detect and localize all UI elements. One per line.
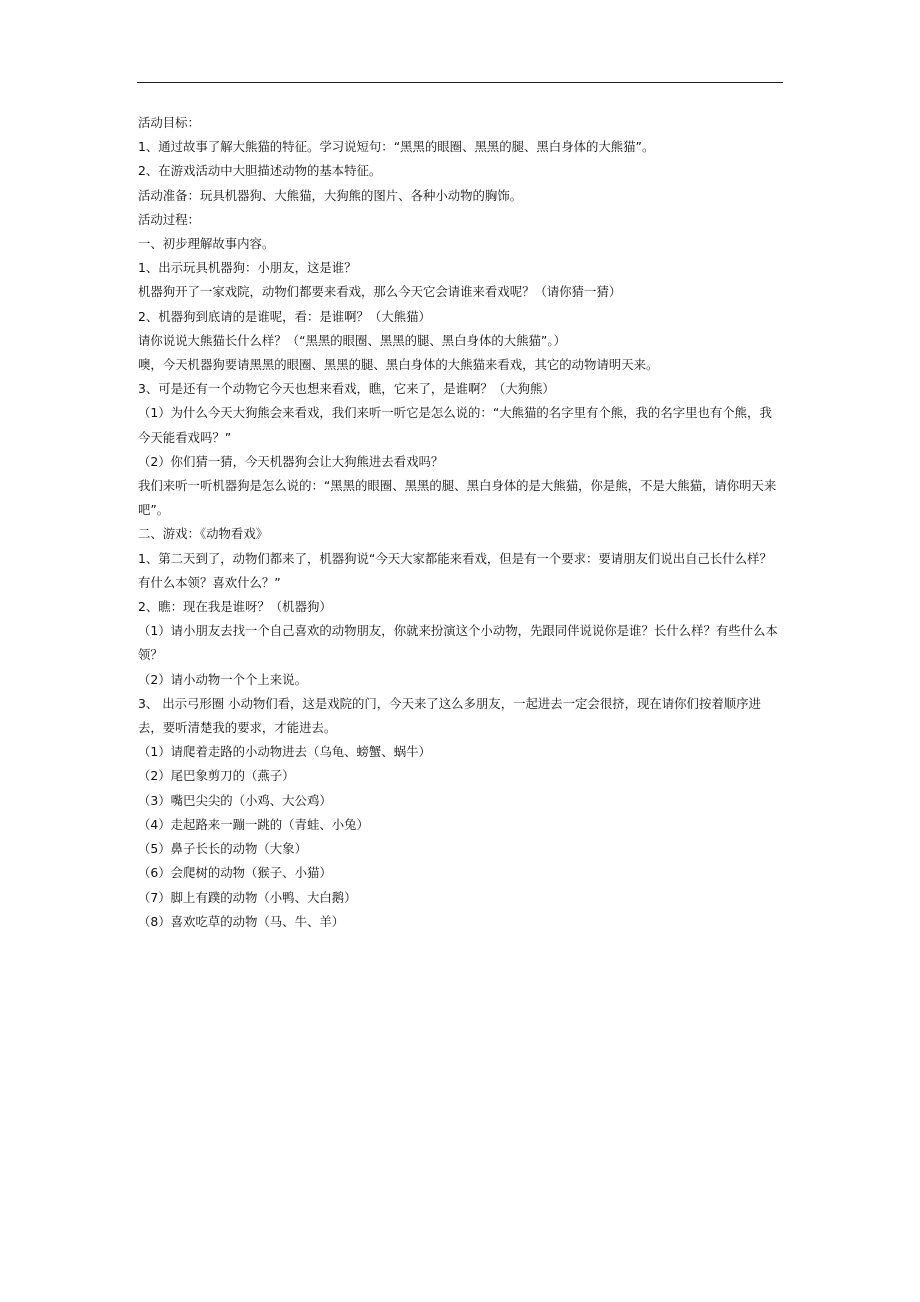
step-1-2-question: 请你说说大熊猫长什么样？（“黑黑的眼圈、黑黑的腿、黑白身体的大熊猫”。） [138, 332, 566, 348]
goal-item-1: 1、通过故事了解大熊猫的特征。学习说短句：“黑黑的眼圈、黑黑的腿、黑白身体的大熊猫”。 [138, 139, 655, 155]
step-1-2-detail: 噢，今天机器狗要请黑黑的眼圈、黑黑的腿、黑白身体的大熊猫来看戏，其它的动物请明天来。 [138, 357, 659, 373]
step-2-3-item-6: （6）会爬树的动物（猴子、小猫） [138, 865, 332, 881]
step-2-2-sub-1: （1）请小朋友去找一个自己喜欢的动物朋友，你就来扮演这个小动物，先跟同伴说说你是谁？长什么样？有些什么本领？ [138, 623, 778, 663]
step-2-2: 2、瞧：现在我是谁呀？（机器狗） [138, 599, 332, 615]
step-1-3: 3、可是还有一个动物它今天也想来看戏，瞧，它来了，是谁啊？（大狗熊） [138, 381, 555, 397]
step-1-1-detail: 机器狗开了一家戏院，动物们都要来看戏，那么今天它会请谁来看戏呢？（请你猜一猜） [138, 284, 622, 300]
step-1-3-sub-1: （1）为什么今天大狗熊会来看戏，我们来听一听它是怎么说的：“大熊猫的名字里有个熊，我的名字里也有个熊，我今天能看戏吗？” [138, 405, 772, 445]
goal-heading: 活动目标： [138, 115, 200, 130]
preparation: 活动准备：玩具机器狗、大熊猫，大狗熊的图片、各种小动物的胸饰。 [138, 187, 523, 203]
step-2-3-item-7: （7）脚上有蹼的动物（小鸭、大白鹅） [138, 889, 357, 905]
step-2-3-item-3: （3）嘴巴尖尖的（小鸡、大公鸡） [138, 792, 332, 808]
section-1-heading: 一、初步理解故事内容。 [138, 236, 275, 252]
goal-item-2: 2、在游戏活动中大胆描述动物的基本特征。 [138, 163, 382, 179]
step-2-3-item-4: （4）走起路来一蹦一跳的（青蛙、小兔） [138, 816, 369, 832]
step-2-2-sub-2: （2）请小动物一个个上来说。 [138, 671, 307, 687]
section-2-heading: 二、游戏：《动物看戏》 [138, 526, 269, 542]
step-1-3-sub-2: （2）你们猜一猜，今天机器狗会让大狗熊进去看戏吗？ [138, 453, 444, 469]
step-2-3-item-8: （8）喜欢吃草的动物（马、牛、羊） [138, 913, 345, 929]
step-2-3: 3、 出示弓形圈 小动物们看，这是戏院的门，今天来了这么多朋友，一起进去一定会很挤，现在请你们按着顺序进去，要听清楚我的要求，才能进去。 [138, 695, 761, 736]
process-heading: 活动过程： [138, 211, 200, 227]
step-1-2: 2、机器狗到底请的是谁呢，看：是谁啊？（大熊猫） [138, 308, 431, 324]
step-1-3-detail: 我们来听一听机器狗是怎么说的：“黑黑的眼圈、黑黑的腿、黑白身体的是大熊猫，你是熊，不是大熊猫，请你明天来吧”。 [138, 478, 777, 518]
step-1-1: 1、出示玩具机器狗：小朋友，这是谁？ [138, 260, 357, 276]
step-2-3-item-2: （2）尾巴象剪刀的（燕子） [138, 768, 295, 784]
step-2-3-item-5: （5）鼻子长长的动物（大象） [138, 841, 307, 857]
document-body [138, 111, 784, 934]
step-2-3-item-1: （1）请爬着走路的小动物进去（乌龟、螃蟹、蜗牛） [138, 744, 431, 760]
step-2-1: 1、第二天到了，动物们都来了，机器狗说“今天大家都能来看戏，但是有一个要求：要请朋友们说出自己长什么样？有什么本领？喜欢什么？” [138, 550, 772, 590]
header-rule [137, 82, 783, 83]
